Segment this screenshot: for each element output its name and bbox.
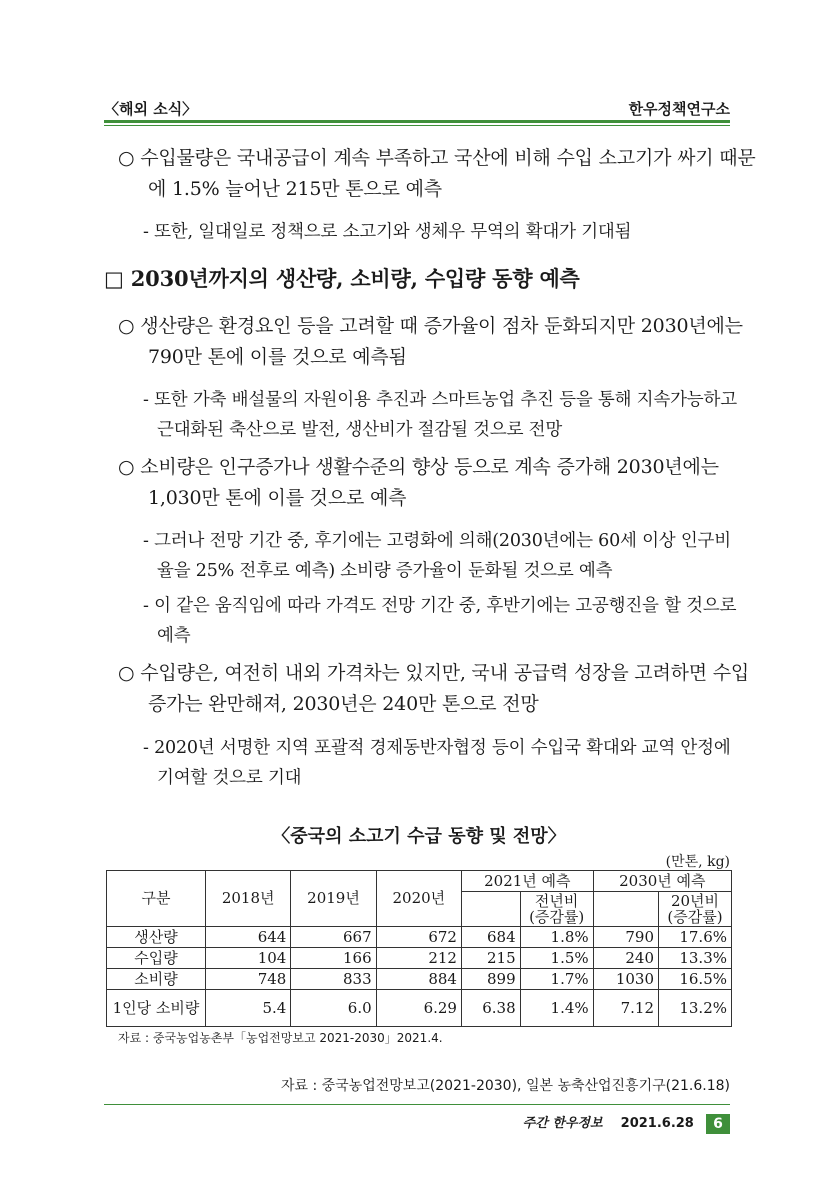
cell-2021-change: 1.8% bbox=[520, 927, 593, 948]
header-2030-change: 20년비 (증감률) bbox=[659, 892, 732, 927]
page-number: 6 bbox=[706, 1114, 730, 1134]
cell-2030-change: 13.3% bbox=[659, 948, 732, 969]
supply-demand-table bbox=[106, 870, 732, 1027]
page-header bbox=[104, 96, 730, 120]
paragraph-imports: ○ 수입량은, 여전히 내외 가격차는 있지만, 국내 공급력 성장을 고려하면 수입 증가는 완만해져, 2030년은 240만 톤으로 전망 bbox=[118, 662, 750, 715]
table-row bbox=[107, 969, 732, 990]
cell-2030: 790 bbox=[593, 927, 658, 948]
table-source: 자료 : 중국농업농촌부「농업전망보고 2021-2030」2021.4. bbox=[118, 1031, 443, 1045]
header-2030: 2030년 예측 bbox=[593, 871, 731, 892]
table-row bbox=[107, 990, 732, 1027]
header-2021: 2021년 예측 bbox=[461, 871, 593, 892]
cell-2021-change: 1.4% bbox=[520, 990, 593, 1027]
bullet-belt-road: - 또한, 일대일로 정책으로 소고기와 생체우 무역의 확대가 기대됨 bbox=[143, 222, 632, 242]
row-label: 수입량 bbox=[107, 948, 206, 969]
bullet-aging: - 그러나 전망 기간 중, 후기에는 고령화에 의해(2030년에는 60세 이상 인구비율을 25% 전후로 예측) 소비량 증가율이 둔화될 것으로 예측 bbox=[143, 531, 731, 581]
header-2020: 2020년 bbox=[376, 871, 461, 927]
cell-2021-change: 1.5% bbox=[520, 948, 593, 969]
header-2018: 2018년 bbox=[206, 871, 291, 927]
header-category: 구분 bbox=[107, 871, 206, 927]
article-source: 자료 : 중국농업전망보고(2021-2030), 일본 농축산업진흥기구(21.6.18) bbox=[280, 1078, 730, 1094]
bullet-smart-farming: - 또한 가축 배설물의 자원이용 추진과 스마트농업 추진 등을 통해 지속가능하고 근대화된 축산으로 발전, 생산비가 절감될 것으로 전망 bbox=[143, 390, 737, 440]
row-label: 1인당 소비량 bbox=[107, 990, 206, 1027]
paragraph-consumption: ○ 소비량은 인구증가나 생활수준의 향상 등으로 계속 증가해 2030년에는 1,030만 톤에 이를 것으로 예측 bbox=[118, 456, 719, 509]
row-label: 소비량 bbox=[107, 969, 206, 990]
table-unit: (만톤, kg) bbox=[665, 854, 730, 870]
cell-2030-change: 13.2% bbox=[659, 990, 732, 1027]
table-title: 〈중국의 소고기 수급 동향 및 전망〉 bbox=[272, 826, 566, 847]
paragraph-import-volume: ○ 수입물량은 국내공급이 계속 부족하고 국산에 비해 수입 소고기가 싸기 때문에 1.5% 늘어난 215만 톤으로 예측 bbox=[118, 147, 756, 200]
publication-name: 주간 한우정보 bbox=[522, 1116, 603, 1131]
cell-2021-change: 1.7% bbox=[520, 969, 593, 990]
cell-2019: 166 bbox=[291, 948, 376, 969]
cell-2020: 6.29 bbox=[376, 990, 461, 1027]
cell-2020: 884 bbox=[376, 969, 461, 990]
header-2019: 2019년 bbox=[291, 871, 376, 927]
cell-2018: 644 bbox=[206, 927, 291, 948]
header-rule-thin bbox=[104, 125, 730, 126]
cell-2030: 240 bbox=[593, 948, 658, 969]
cell-2018: 5.4 bbox=[206, 990, 291, 1027]
cell-2030: 1030 bbox=[593, 969, 658, 990]
cell-2020: 212 bbox=[376, 948, 461, 969]
cell-2018: 104 bbox=[206, 948, 291, 969]
paragraph-production: ○ 생산량은 환경요인 등을 고려할 때 증가율이 점차 둔화되지만 2030년에는 790만 톤에 이를 것으로 예측됨 bbox=[118, 315, 743, 368]
cell-2021: 215 bbox=[461, 948, 520, 969]
cell-2019: 6.0 bbox=[291, 990, 376, 1027]
cell-2018: 748 bbox=[206, 969, 291, 990]
cell-2030-change: 17.6% bbox=[659, 927, 732, 948]
cell-2021: 684 bbox=[461, 927, 520, 948]
cell-2019: 833 bbox=[291, 969, 376, 990]
cell-2019: 667 bbox=[291, 927, 376, 948]
bullet-prices: - 이 같은 움직임에 따라 가격도 전망 기간 중, 후반기에는 고공행진을 할 것으로 예측 bbox=[143, 596, 737, 646]
cell-2030: 7.12 bbox=[593, 990, 658, 1027]
cell-2030-change: 16.5% bbox=[659, 969, 732, 990]
row-label: 생산량 bbox=[107, 927, 206, 948]
cell-2021: 899 bbox=[461, 969, 520, 990]
section-heading: □ 2030년까지의 생산량, 소비량, 수입량 동향 예측 bbox=[104, 266, 580, 291]
table-row bbox=[107, 927, 732, 948]
publisher-name: 한우정책연구소 bbox=[628, 100, 730, 118]
page-footer bbox=[523, 1112, 730, 1132]
table-row bbox=[107, 948, 732, 969]
publication-date: 2021.6.28 bbox=[620, 1116, 694, 1131]
footer-rule bbox=[104, 1104, 730, 1105]
cell-2020: 672 bbox=[376, 927, 461, 948]
bullet-rcep: - 2020년 서명한 지역 포괄적 경제동반자협정 등이 수입국 확대와 교역 안정에 기여할 것으로 기대 bbox=[143, 738, 731, 788]
section-label: 〈해외 소식〉 bbox=[104, 100, 198, 118]
header-2021-change: 전년비 (증감률) bbox=[520, 892, 593, 927]
cell-2021: 6.38 bbox=[461, 990, 520, 1027]
header-rule-thick bbox=[104, 120, 730, 123]
